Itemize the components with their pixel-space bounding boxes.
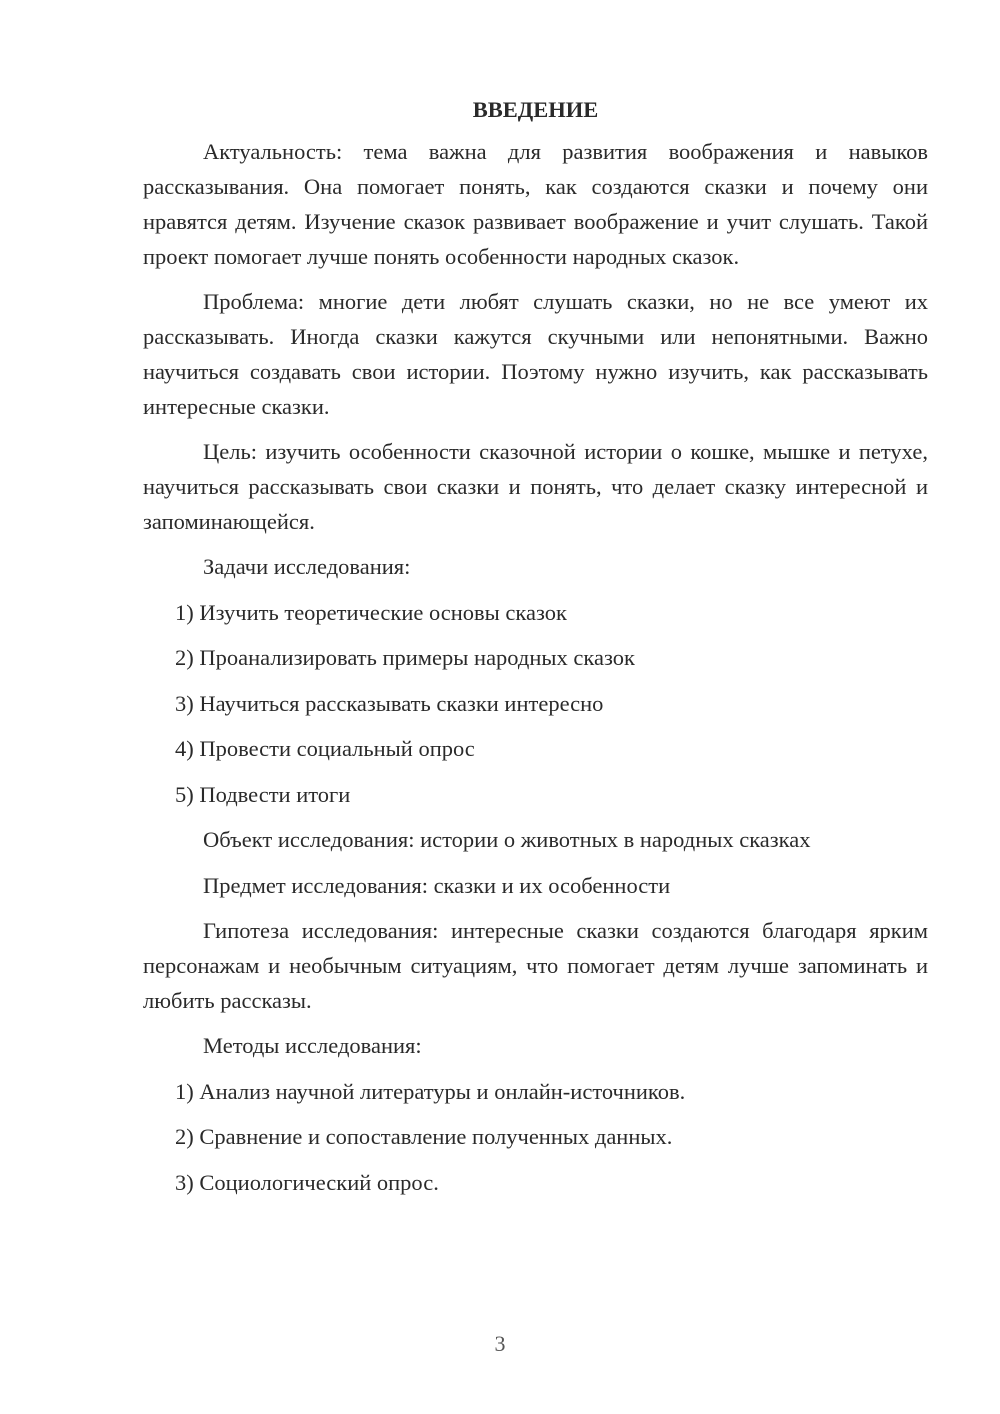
task-item: 4) Провести социальный опрос: [175, 736, 475, 761]
page-content: [143, 92, 928, 1210]
task-item: 5) Подвести итоги: [175, 781, 351, 807]
relevance-paragraph: Актуальность: тема важна для развития воображения и навыков рассказывания. Она помогает понять, как создаются сказки и почему они нравятся детям. Изучение сказок развивает воображение и учит слушать. Такой проект помогает лучше понять особенности народных сказок.: [143, 139, 928, 269]
method-item: 2) Сравнение и сопоставление полученных данных.: [175, 1124, 673, 1149]
section-title: ВВЕДЕНИЕ: [472, 97, 599, 122]
task-item: 1) Изучить теоретические основы сказок: [175, 599, 567, 625]
tasks-heading: Задачи исследования:: [203, 554, 411, 579]
research-object: Объект исследования: истории о животных в народных сказках: [203, 827, 811, 852]
task-item: 3) Научиться рассказывать сказки интересно: [175, 690, 604, 716]
research-subject: Предмет исследования: сказки и их особенности: [203, 872, 671, 898]
page-number: 3: [494, 1331, 506, 1356]
methods-heading: Методы исследования:: [203, 1033, 422, 1058]
hypothesis-paragraph: Гипотеза исследования: интересные сказки создаются благодаря ярким персонажам и необычным ситуациям, что помогает детям лучше запоминать и любить рассказы.: [143, 918, 928, 1013]
task-item: 2) Проанализировать примеры народных сказок: [175, 645, 635, 670]
problem-paragraph: Проблема: многие дети любят слушать сказки, но не все умеют их рассказывать. Иногда сказки кажутся скучными или непонятными. Важно научиться создавать свои истории. Поэтому нужно изучить, как рассказывать интересные сказки.: [143, 289, 928, 419]
method-item: 1) Анализ научной литературы и онлайн-источников.: [175, 1078, 686, 1104]
goal-paragraph: Цель: изучить особенности сказочной истории о кошке, мышке и петухе, научиться рассказывать свои сказки и понять, что делает сказку интересной и запоминающейся.: [143, 439, 928, 534]
method-item: 3) Социологический опрос.: [175, 1169, 439, 1195]
